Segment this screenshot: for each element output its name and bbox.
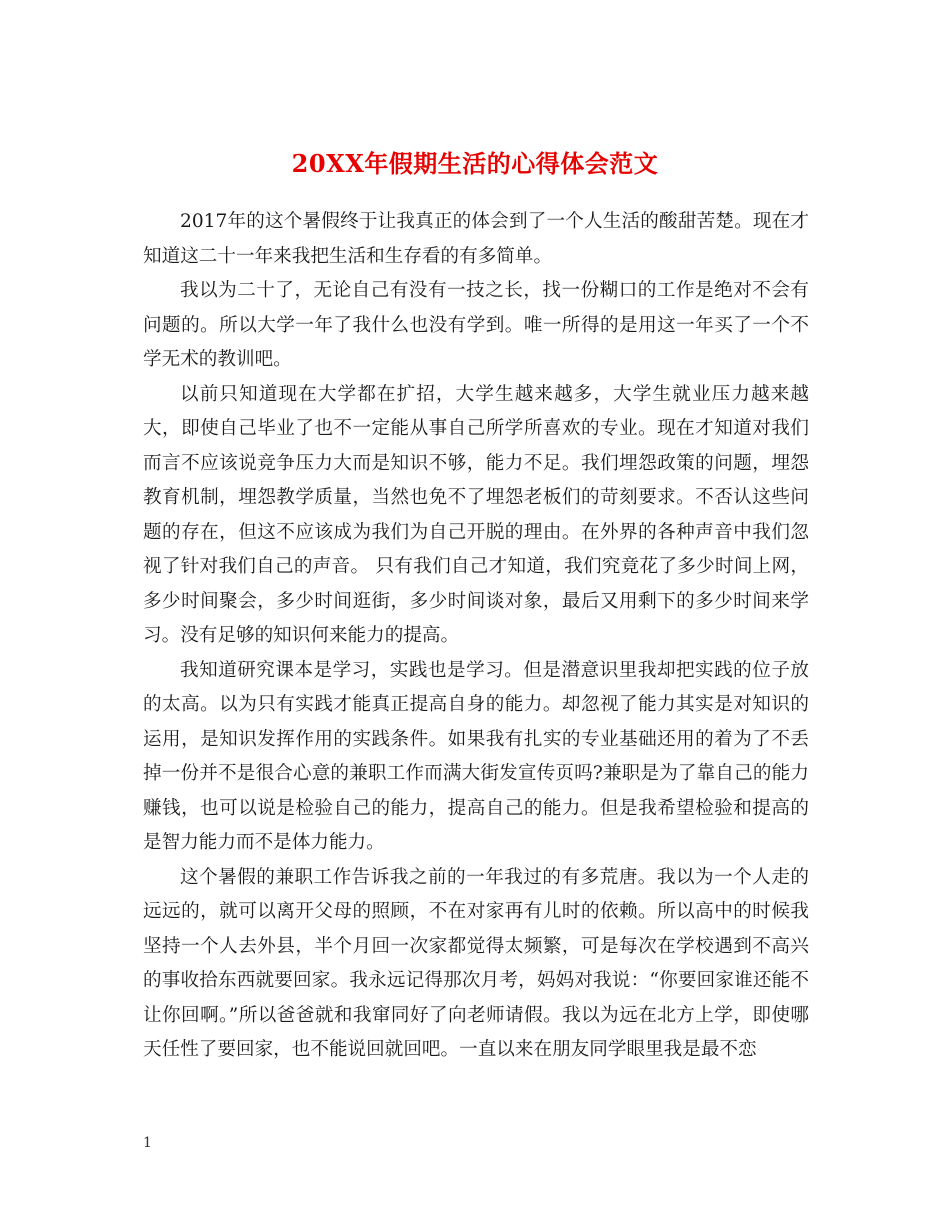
paragraph-4: 我知道研究课本是学习，实践也是学习。但是潜意识里我却把实践的位子放的太高。以为只有实践才能真正提高自身的能力。却忽视了能力其实是对知识的运用，是知识发挥作用的实践条件。如果我有扎实的专业基础还用的着为了不丢掉一份并不是很合心意的兼职工作而满大街发宣传页吗?兼职是为了靠自己的能力赚钱，也可以说是检验自己的能力，提高自己的能力。但是我希望检验和提高的是智力能力而不是体力能力。 (143, 659, 809, 853)
page-number: 1 (143, 1135, 152, 1151)
paragraph-5: 这个暑假的兼职工作告诉我之前的一年我过的有多荒唐。我以为一个人走的远远的，就可以离开父母的照顾，不在对家再有儿时的依赖。所以高中的时候我坚持一个人去外县，半个月回一次家都觉得太频繁，可是每次在学校遇到不高兴的事收拾东西就要回家。我永远记得那次月考，妈妈对我说：“你要回家谁还能不让你回啊。”所以爸爸就和我窜同好了向老师请假。我以为远在北方上学，即使哪天任性了要回家，也不能说回就回吧。一直以来在朋友同学眼里我是最不恋 (143, 866, 809, 1060)
paragraph-3: 以前只知道现在大学都在扩招，大学生越来越多，大学生就业压力越来越大，即使自己毕业了也不一定能从事自己所学所喜欢的专业。现在才知道对我们而言不应该说竞争压力大而是知识不够，能力不足。我们埋怨政策的问题，埋怨教育机制，埋怨教学质量，当然也免不了埋怨老板们的苛刻要求。不否认这些问题的存在，但这不应该成为我们为自己开脱的理由。在外界的各种声音中我们忽视了针对我们自己的声音。 只有我们自己才知道，我们究竟花了多少时间上网，多少时间聚会，多少时间逛街，多少时间谈对象，最后又用剩下的多少时间来学习。没有足够的知识何来能力的提高。 (143, 383, 809, 646)
paragraph-1: 2017年的这个暑假终于让我真正的体会到了一个人生活的酸甜苦楚。现在才知道这二十一年来我把生活和生存看的有多简单。 (143, 211, 809, 267)
document-body (143, 205, 809, 1068)
paragraph-2: 我以为二十了，无论自己有没有一技之长，找一份糊口的工作是绝对不会有问题的。所以大学一年了我什么也没有学到。唯一所得的是用这一年买了一个不学无术的教训吧。 (143, 280, 809, 370)
document-title: 20XX年假期生活的心得体会范文 (291, 149, 659, 179)
